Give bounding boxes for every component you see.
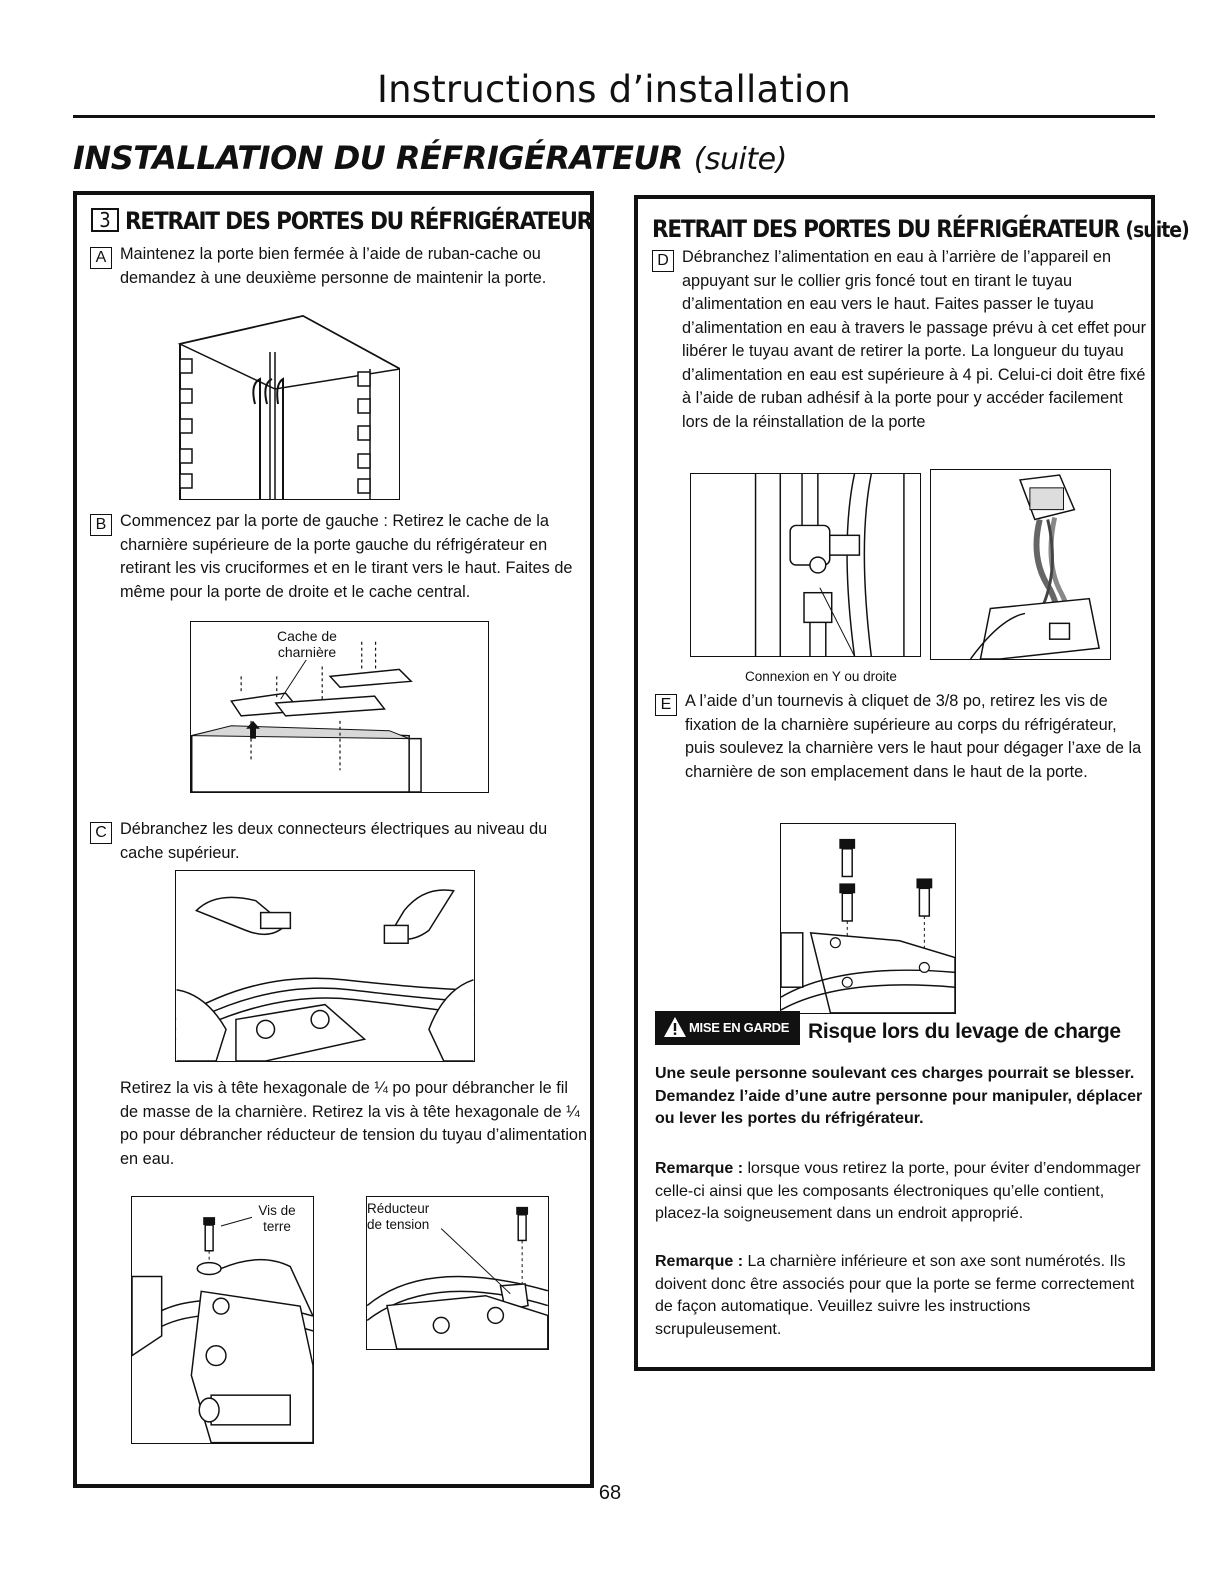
caution-title: Risque lors du levage de charge [808,1020,1121,1043]
step-d-letter: D [652,250,674,272]
section-title-text: INSTALLATION DU RÉFRIGÉRATEUR [73,139,684,177]
step-e-letter: E [655,694,677,716]
refrigerator-doors-figure [175,314,400,500]
connection-label: Connexion en Y ou droite [745,669,925,685]
step-e-text: A l’aide d’un tournevis à cliquet de 3/8 po, retirez les vis de fixation de la charnière supérieure au corps du réfrigérateur, puis soulevez la charnière vers le haut pour dégager l’axe de la charnière de son emplacement dans le haut de la porte. [685,692,1142,781]
warning-triangle-icon [663,1016,687,1038]
water-connection-drawing [691,474,920,656]
step-b-text: Commencez par la porte de gauche : Retirez le cache de la charnière supérieure de la porte gauche du réfrigérateur en retirant les vis cruciformes et en le tirant vers le haut. Faites de même pour la porte de droite et le cache central. [120,512,573,601]
step-b [90,510,588,604]
section-title [73,138,787,180]
ground-screw-label: Vis de terre [252,1203,302,1235]
strain-relief-figure [366,1196,549,1350]
note-label: Remarque : [655,1253,744,1270]
right-panel-heading [652,214,1189,245]
left-panel-heading-text: RETRAIT DES PORTES DU RÉFRIGÉRATEUR [125,207,593,235]
right-panel-heading-suffix: (suite) [1125,218,1189,242]
note-label: Remarque : [655,1160,744,1177]
step-a-letter: A [90,247,112,269]
refrigerator-doors-drawing [175,314,400,500]
hinge-screws-figure [780,823,956,1014]
caution-warning-text: Une seule personne soulevant ces charges pourrait se blesser. Demandez l’aide d’une autre personne pour manipuler, déplacer ou lever les portes du réfrigérateur. [655,1065,1143,1127]
step-e [655,690,1150,784]
step-d-text: Débranchez l’alimentation en eau à l’arrière de l’appareil en appuyant sur le collier gris foncé tout en tirant le tuyau d’alimentation en eau vers le haut. Faites passer le tuyau d’alimentation en eau à travers le passage prévu à cet effet pour libérer le tuyau avant de retirer la porte. La longueur du tuyau d’alimentation en eau est supérieure à 4 pi. Celui-ci doit être fixé à l’aide de ruban adhésif à la porte pour y accéder facilement lors de la réinstallation de la porte [682,248,1147,431]
note-door-storage [655,1158,1145,1226]
step-b-letter: B [90,514,112,536]
step-a [90,243,588,290]
step-c-letter: C [90,822,112,844]
wire-harness-drawing [931,470,1110,659]
strain-relief-label: Réducteur de tension [367,1201,441,1233]
electrical-connectors-figure [175,870,475,1062]
section-title-suffix: (suite) [693,142,787,177]
step-a-text: Maintenez la porte bien fermée à l’aide de ruban-cache ou demandez à une deuxième personne de maintenir la porte. [120,245,547,287]
hinge-screws-drawing [781,824,955,1013]
note-text: La charnière inférieure et son axe sont numérotés. Ils doivent donc être associés pour que la porte se ferme correctement de façon automatique. Veuillez suivre les instructions scrupuleusement. [655,1253,1135,1338]
note-text: lorsque vous retirez la porte, pour éviter d’endommager celle-ci ainsi que les composants électroniques qu’elle contient, placez-la soigneusement dans un endroit approprié. [655,1160,1141,1222]
step-c [90,818,590,865]
page-title: Instructions d’installation [376,68,851,111]
electrical-connectors-drawing [176,871,474,1061]
water-connection-figure [690,473,921,657]
step-d [652,246,1152,434]
hinge-cover-label: Cache de charnière [269,628,345,660]
ground-screw-figure [131,1196,314,1444]
page-header [73,68,1155,118]
note-lower-hinge [655,1251,1145,1341]
step-number-badge: 3 [91,208,119,232]
screw-removal-text: Retirez la vis à tête hexagonale de ¼ po pour débrancher le fil de masse de la charnière. Retirez la vis à tête hexagonale de ¼ po pour débrancher réducteur de tension du tuyau d’alimentation en eau. [120,1079,588,1168]
page-number: 68 [598,1482,622,1504]
right-panel-heading-text: RETRAIT DES PORTES DU RÉFRIGÉRATEUR [652,215,1120,243]
left-panel-heading [91,206,592,236]
hinge-cover-figure [190,621,489,793]
wire-harness-figure [930,469,1111,660]
step-c-text: Débranchez les deux connecteurs électriques au niveau du cache supérieur. [120,820,548,862]
caution-badge [655,1011,800,1045]
caution-badge-text: MISE EN GARDE [689,1020,790,1035]
